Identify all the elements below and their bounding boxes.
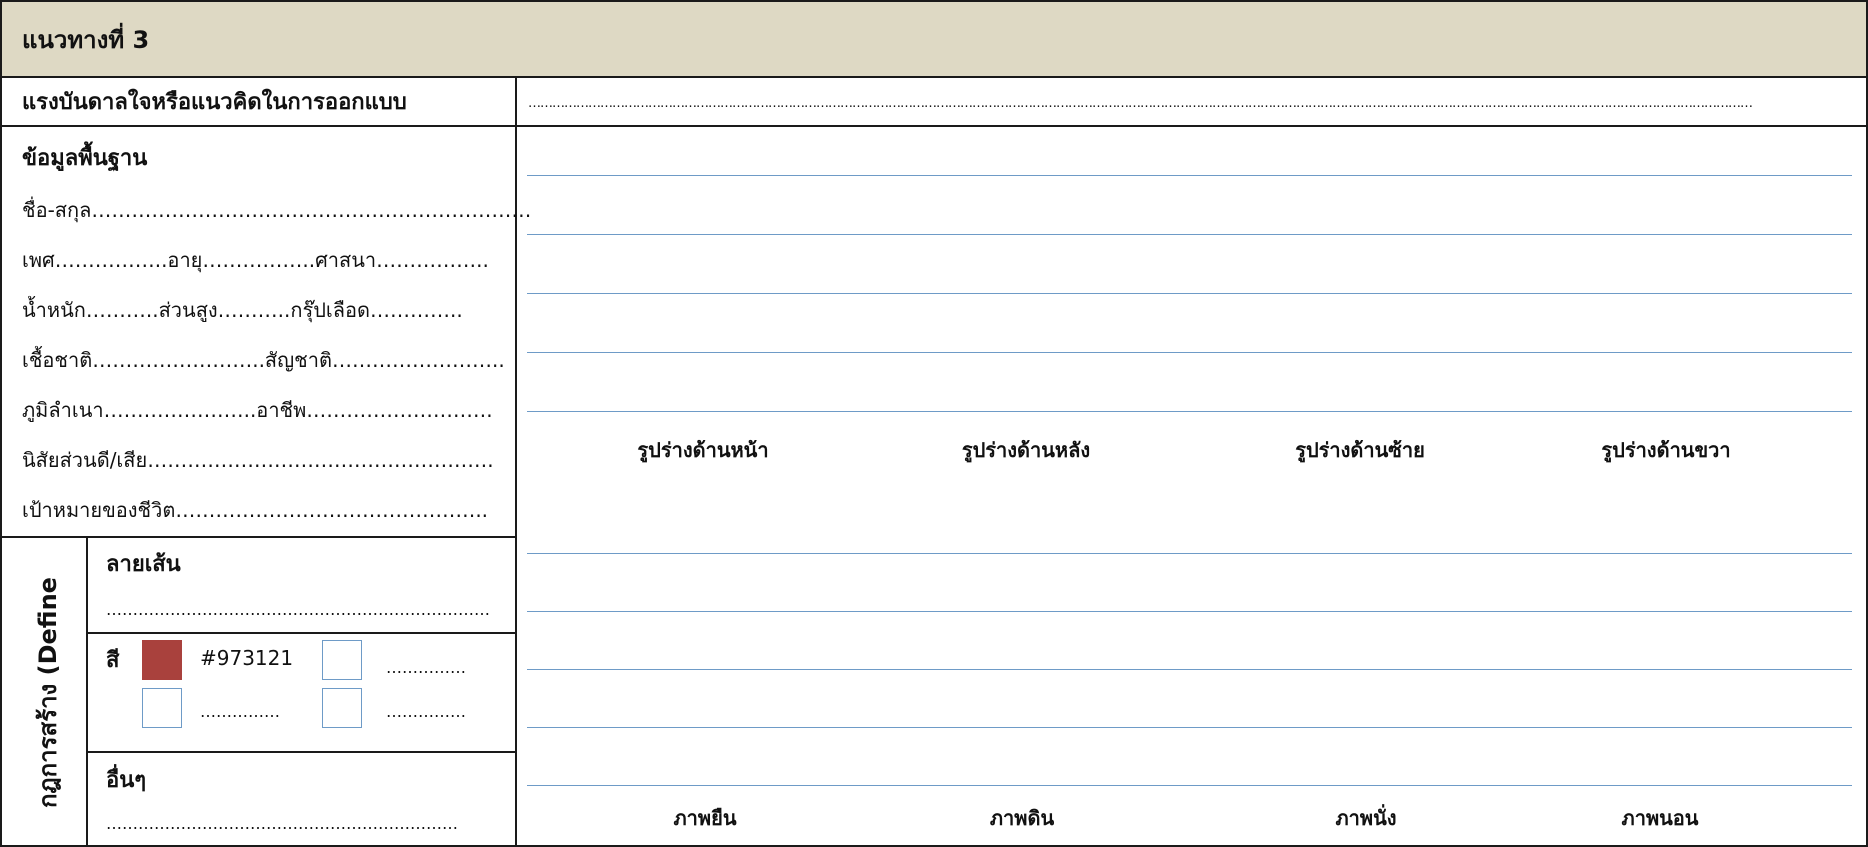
other-dots: …………………………………………………………: [106, 814, 458, 833]
color-heading: สี: [106, 648, 120, 673]
guide-line-2: [527, 234, 1852, 235]
color-swatch-2[interactable]: [322, 640, 362, 680]
caption-left-shape: รูปร่างด้านซ้าย: [1295, 438, 1425, 462]
row-divider-line: [86, 632, 516, 634]
other-field[interactable]: [106, 814, 498, 836]
other-heading: อื่นๆ: [106, 768, 147, 793]
inspiration-dots: ………………………………………………………………………………………………………………………………………………………………………………………………………………………………………………………………………………: [528, 96, 1752, 111]
field-hometown-occupation[interactable]: ภูมิลำเนา…………………..อาชีพ……………………….: [22, 398, 493, 422]
color-swatch-1[interactable]: [142, 640, 182, 680]
guide-line-10: [527, 785, 1852, 786]
guide-line-8: [527, 669, 1852, 670]
caption-sitting: ภาพนั่ง: [1335, 806, 1397, 830]
caption-lying: ภาพนอน: [1621, 806, 1699, 830]
caption-walking: ภาพดิน: [989, 806, 1055, 830]
color-dots-3: ……………: [200, 702, 280, 721]
color-field-4[interactable]: [386, 702, 498, 724]
guide-line-6: [527, 553, 1852, 554]
color-swatch-1-code: #973121: [200, 646, 294, 670]
caption-front-shape: รูปร่างด้านหน้า: [637, 438, 769, 462]
caption-back-shape: รูปร่างด้านหลัง: [961, 438, 1091, 462]
header-frame: [0, 0, 1868, 78]
line-field[interactable]: [106, 600, 498, 622]
caption-standing: ภาพยืน: [673, 806, 737, 830]
inspiration-label: แรงบันดาลใจหรือแนวคิดในการออกแบบ: [22, 90, 407, 115]
section-title: แนวทางที่ 3: [22, 26, 150, 54]
guide-line-5: [527, 411, 1852, 412]
field-personality[interactable]: นิสัยส่วนดี/เสีย…………………………………………….: [22, 448, 494, 472]
field-sex-age-religion[interactable]: เพศ……………..อายุ……………..ศาสนา……………..: [22, 248, 489, 272]
guide-line-4: [527, 352, 1852, 353]
row-divider-inspiration: [0, 125, 1868, 127]
rules-vertical-label: กฎการสร้าง (Define: [34, 577, 62, 808]
color-dots-4: ……………: [386, 702, 466, 721]
color-swatch-3[interactable]: [142, 688, 182, 728]
basic-info-heading: ข้อมูลพื้นฐาน: [22, 146, 148, 171]
guide-line-9: [527, 727, 1852, 728]
guide-line-1: [527, 175, 1852, 176]
field-life-goal[interactable]: เป้าหมายของชีวิต………………………………………..: [22, 498, 489, 522]
row-divider-color: [86, 751, 516, 753]
line-heading: ลายเส้น: [106, 552, 181, 577]
color-field-3[interactable]: [200, 702, 300, 724]
caption-right-shape: รูปร่างด้านขวา: [1601, 438, 1731, 462]
color-dots-2: ……………: [386, 658, 466, 677]
line-dots: ………………………………………………………………: [106, 600, 490, 619]
field-race-nationality[interactable]: เชื้อชาติ……………………..สัญชาติ……………………..: [22, 348, 505, 372]
field-weight-height-blood[interactable]: น้ำหนัก………..ส่วนสูง………..กรุ๊ปเลือด…………..: [22, 298, 463, 322]
rules-label-divider: [86, 536, 88, 847]
guide-line-3: [527, 293, 1852, 294]
inspiration-field[interactable]: [528, 92, 1853, 114]
color-swatch-4[interactable]: [322, 688, 362, 728]
guide-line-7: [527, 611, 1852, 612]
color-field-2[interactable]: [386, 658, 498, 680]
row-divider-basic-info: [0, 536, 516, 538]
field-name[interactable]: ชื่อ-สกุล…………………………………………………………: [22, 198, 532, 222]
